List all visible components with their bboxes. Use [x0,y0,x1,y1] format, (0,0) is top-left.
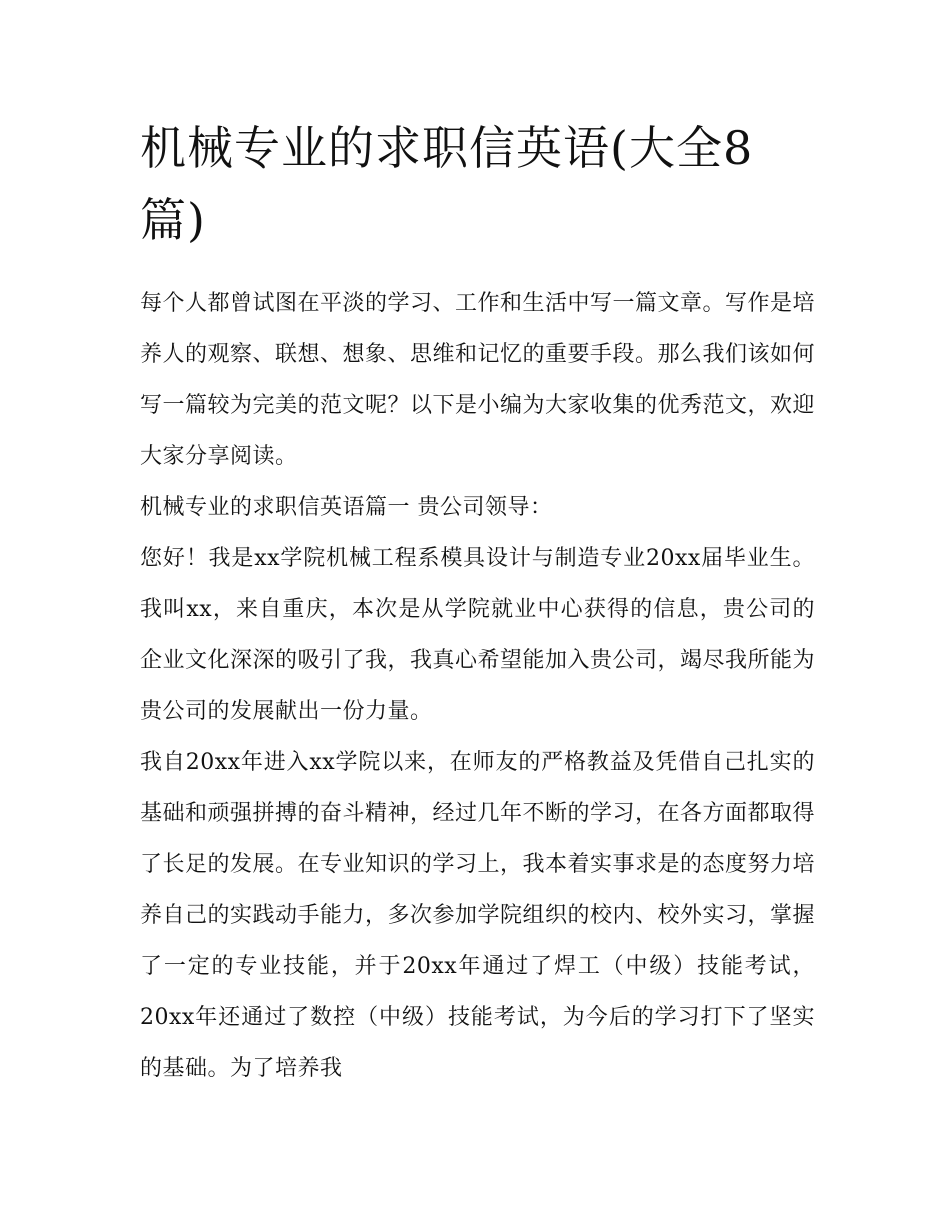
document-title: 机械专业的求职信英语(大全8篇) [140,121,754,247]
intro-paragraph: 每个人都曾试图在平淡的学习、工作和生活中写一篇文章。写作是培养人的观察、联想、想象、思维和记忆的重要手段。那么我们该如何写一篇较为完美的范文呢？以下是小编为大家收集的优秀范文，欢迎大家分享阅读。 [140,291,816,469]
letter-paragraph-1: 您好！我是xx学院机械工程系模具设计与制造专业20xx届毕业生。我叫xx，来自重庆，本次是从学院就业中心获得的信息，贵公司的企业文化深深的吸引了我，我真心希望能加入贵公司，竭尽我所能为贵公司的发展献出一份力量。 [140,546,816,724]
document-page [140,112,815,1094]
letter-paragraph-2: 我自20xx年进入xx学院以来，在师友的严格教益及凭借自己扎实的基础和顽强拼搏的奋斗精神，经过几年不断的学习，在各方面都取得了长足的发展。在专业知识的学习上，我本着实事求是的态度努力培养自己的实践动手能力，多次参加学院组织的校内、校外实习，掌握了一定的专业技能，并于20xx年通过了焊工（中级）技能考试，20xx年还通过了数控（中级）技能考试，为今后的学习打下了坚实的基础。为了培养我 [140,750,816,1081]
letter-heading: 机械专业的求职信英语篇一 贵公司领导： [140,495,553,520]
